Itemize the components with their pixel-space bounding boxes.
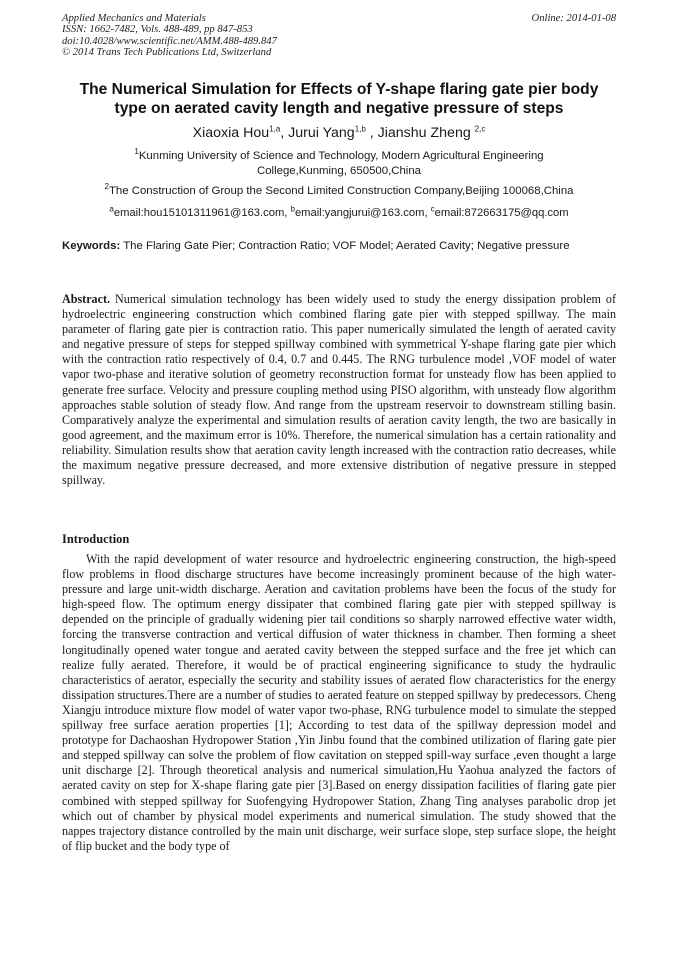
title-line-1: The Numerical Simulation for Effects of Y-shape flaring gate pier body xyxy=(79,81,599,98)
email-a-sup: a xyxy=(109,204,114,214)
abstract-text: Numerical simulation technology has been widely used to study the energy dissipation problem of hydroelectric engineering construction which combined flaring gate pier with stepped spillway. The main parameter of flaring gate pier is contraction ratio. This paper numerically simulated the length of aerated cavity and negative pressure of steps for stepped spillway combined with symmetrical Y-shape flaring gate pier which with the contraction ratio respectively of 0.4, 0.7 and 0.445. The RNG turbulence model ,VOF model of water vapor two-phase and iterative solution of geometry reconstruction format for unsteady flow has been applied to generate free surface. Velocity and pressure coupling method using PISO algorithm, with unsteady flow algorithm approaches stable solution of steady flow. And range from the upstream reservoir to downstream stilling basin. Comparatively analyze the experimental and simulation results of aeration cavity length, the two are basically in good agreement, and the maximum error is 10%. Therefore, the numerical simulation has a certain rationality and reliability. Simulation results show that aeration cavity length increased with the contraction ratio decreases, while the maximum negative pressure decreased, and more extensive distribution of negative pressure in stepped spillway. xyxy=(62,292,616,488)
journal-name: Applied Mechanics and Materials xyxy=(62,13,206,24)
keywords-text: The Flaring Gate Pier; Contraction Ratio; VOF Model; Aerated Cavity; Negative pressure xyxy=(120,240,570,252)
email-list xyxy=(40,206,638,221)
affiliation-2-text: The Construction of Group the Second Limited Construction Company,Beijing 100068,China xyxy=(108,185,574,197)
author-1-sup: 1,a xyxy=(269,124,281,134)
issn-line: ISSN: 1662-7482, Vols. 488-489, pp 847-853 xyxy=(62,24,253,36)
title-line-2: type on aerated cavity length and negative pressure of steps xyxy=(114,100,564,117)
keywords-label: Keywords: xyxy=(62,240,121,252)
online-date: Online: 2014-01-08 xyxy=(531,13,616,24)
author-list: Xiaoxia Hou$^{1,a}$, Jurui Yang$^{1,b}$ , Jianshu Zheng $^{2,c}$ xyxy=(192,124,486,141)
email-c-sup: c xyxy=(430,204,435,214)
introduction-paragraph: With the rapid development of water resource and hydroelectric engineering construction, the high-speed flow problems in flood discharge structures have become increasingly prominent because of the high water-pressure and large unit-width discharge. Aeration and cavitation problems have been the focus of the study for high-speed flow. The optimum energy dissipater that combined flaring gate pier with stepped spillway is depended on the principle of gradually widening pier tail conditions so sharply narrowed effective water width, forcing the transverse contraction and vertical diffusion of water thickness in chamber. Then forming a sheet longitudinally opened water tongue and aerated cavity between the stepped surface and the free jet which can realize fully aerated. Therefore, it would be of practical engineering significance to study the hydraulic characteristics of aerator, especially the security and stability issues of aerated flow characteristics for the energy dissipation structures.There are a number of studies to aerated feature on stepped spillway by predecessors. Cheng Xiangju introduce mixture flow model of water vapor two-phase, RNG turbulence model to simulate the stepped spillway free surface aeration properties [1]; According to test data of the spillway depression model and prototype for Dachaoshan Hydropower Station ,Yin Jinbu found that the combined utilization of flaring gate pier and stepped spillway can solve the problem of flow cavitation on stepped spill-way surface ,even thought a large unit discharge [2]. Through theoretical analysis and numerical simulation,Hu Yaohua analyzed the factors of aerated cavity on step for X-shape flaring gate pier [3].Based on energy dissipation facilities of flaring gate pier combined with stepped spillway for Suofengying Hydropower Station, Zhang Ting analyses parabolic drop jet which out of chamber by physical model experiments and numerical simulation. The study showed that the nappes trajectory distance controlled by the main unit discharge, weir surface slope, step surface slope, the height of flip bucket and the body type of xyxy=(62,552,616,853)
keywords xyxy=(62,239,616,254)
affiliation-1-sup: 1 xyxy=(134,147,139,157)
author-1: Xiaoxia Hou xyxy=(192,125,270,141)
author-3-sup: 2,c xyxy=(474,124,486,134)
introduction-heading: Introduction xyxy=(62,532,130,546)
affiliation-1 xyxy=(40,149,638,179)
email-a: email:hou15101311961@163.com, xyxy=(113,207,291,219)
copyright-line: © 2014 Trans Tech Publications Ltd, Switzerland xyxy=(62,47,272,59)
author-3: Jianshu Zheng xyxy=(377,125,475,141)
author-2-sup: 1,b xyxy=(354,124,366,134)
journal-header xyxy=(62,13,277,59)
abstract-label: Abstract. xyxy=(62,292,111,306)
affiliation-2-sup: 2 xyxy=(104,182,109,192)
affiliation-1-line-2: College,Kunming, 650500,China xyxy=(256,165,421,177)
author-2: Jurui Yang xyxy=(288,125,355,141)
email-c: email:872663175@qq.com xyxy=(434,207,569,219)
introduction-body xyxy=(62,552,616,854)
doi-line: doi:10.4028/www.scientific.net/AMM.488-489.847 xyxy=(62,35,277,47)
affiliation-2 xyxy=(40,184,638,199)
email-b: email:yangjurui@163.com, xyxy=(294,207,431,219)
abstract xyxy=(62,292,616,488)
paper-title xyxy=(60,80,618,118)
email-b-sup: b xyxy=(290,204,295,214)
affiliation-1-line-1: Kunming University of Science and Technology, Modern Agricultural Engineering xyxy=(138,150,544,162)
